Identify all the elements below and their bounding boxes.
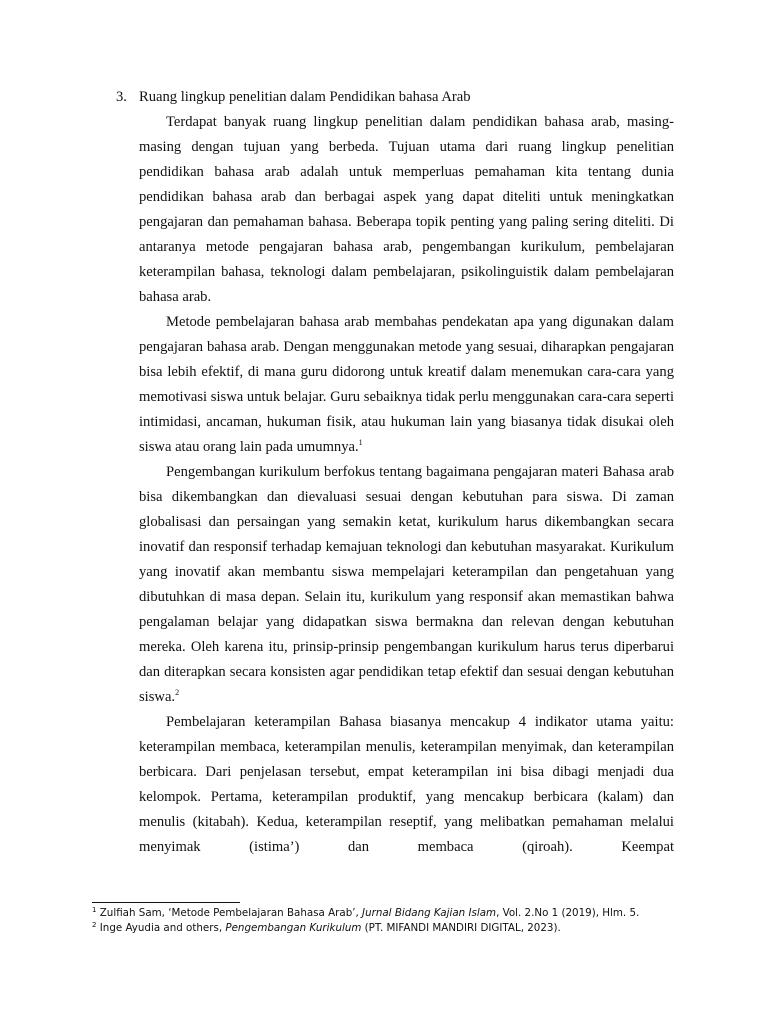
- footnotes: [92, 906, 712, 936]
- footnote-text: , Vol. 2.No 1 (2019), Hlm. 5.: [496, 907, 640, 919]
- paragraph-kurikulum: [139, 460, 674, 710]
- body-text: [139, 110, 674, 860]
- footnote-1: [92, 906, 712, 921]
- footnote-ref: 1: [358, 438, 363, 447]
- section-number: 3.: [116, 89, 127, 105]
- footnote-separator: [92, 902, 240, 903]
- footnote-text: Zulfiah Sam, ‘Metode Pembelajaran Bahasa Arab’,: [99, 907, 363, 919]
- section-heading: [116, 87, 471, 107]
- paragraph-text: Metode pembelajaran bahasa arab membahas pendekatan apa yang digunakan dalam pengajaran bahasa arab. Dengan menggunakan metode yang sesuai, diharapkan pengajaran bisa lebih efektif, di mana guru didorong untuk kreatif dalam menemukan cara-cara yang memotivasi siswa untuk belajar. Guru sebaiknya tidak perlu menggunakan cara-cara seperti intimidasi, ancaman, hukuman fisik, atau hukuman lain yang biasanya tidak disukai oleh siswa atau orang lain pada umumnya.: [139, 314, 674, 455]
- paragraph-text: Terdapat banyak ruang lingkup penelitian dalam pendidikan bahasa arab, masing-masing dengan tujuan yang berbeda. Tujuan utama dari ruang lingkup penelitian pendidikan bahasa arab adalah untuk memperluas pemahaman kita tentang dunia pendidikan bahasa arab dan berbagai aspek yang dapat diteliti untuk meningkatkan pengajaran dan pemahaman bahasa. Beberapa topik penting yang paling sering diteliti. Di antaranya metode pengajaran bahasa arab, pengembangan kurikulum, pembelajaran keterampilan bahasa, teknologi dalam pembelajaran, psikolinguistik dalam pembelajaran bahasa arab.: [139, 114, 674, 305]
- footnote-2: [92, 921, 712, 936]
- footnote-source-title: Pengembangan Kurikulum: [225, 922, 362, 934]
- paragraph-text: Pembelajaran keterampilan Bahasa biasanya mencakup 4 indikator utama yaitu: keterampilan membaca, keterampilan menulis, keterampilan menyimak, dan keterampilan berbicara. Dari penjelasan tersebut, empat keterampilan ini bisa dibagi menjadi dua kelompok. Pertama, keterampilan produktif, yang mencakup berbicara (kalam) dan menulis (kitabah). Kedua, keterampilan reseptif, yang melibatkan pemahaman melalui menyimak (istima’) dan membaca (qiroah). Keempat: [139, 714, 674, 855]
- footnote-text: Inge Ayudia and others,: [99, 922, 226, 934]
- footnote-source-title: Jurnal Bidang Kajian Islam: [362, 907, 497, 919]
- paragraph-keterampilan: [139, 710, 674, 860]
- paragraph-intro: [139, 110, 674, 310]
- paragraph-metode: [139, 310, 674, 460]
- footnote-mark: 1: [92, 906, 97, 914]
- footnote-ref: 2: [175, 688, 180, 697]
- section-title: Ruang lingkup penelitian dalam Pendidikan bahasa Arab: [139, 89, 471, 105]
- footnote-mark: 2: [92, 921, 97, 929]
- paragraph-text: Pengembangan kurikulum berfokus tentang bagaimana pengajaran materi Bahasa arab bisa dikembangkan dan dievaluasi sesuai dengan kebutuhan para siswa. Di zaman globalisasi dan persaingan yang semakin ketat, kurikulum harus dikembangkan secara inovatif dan responsif terhadap kemajuan teknologi dan kebutuhan masyarakat. Kurikulum yang inovatif akan membantu siswa mempelajari keterampilan dan pengetahuan yang dibutuhkan di masa depan. Selain itu, kurikulum yang responsif akan memastikan bahwa pengalaman belajar yang didapatkan siswa bermakna dan relevan dengan kebutuhan mereka. Oleh karena itu, prinsip-prinsip pengembangan kurikulum harus terus diperbarui dan diterapkan secara konsisten agar pendidikan tetap efektif dan sesuai dengan kebutuhan siswa.: [139, 464, 674, 705]
- footnote-text: (PT. MIFANDI MANDIRI DIGITAL, 2023).: [361, 922, 561, 934]
